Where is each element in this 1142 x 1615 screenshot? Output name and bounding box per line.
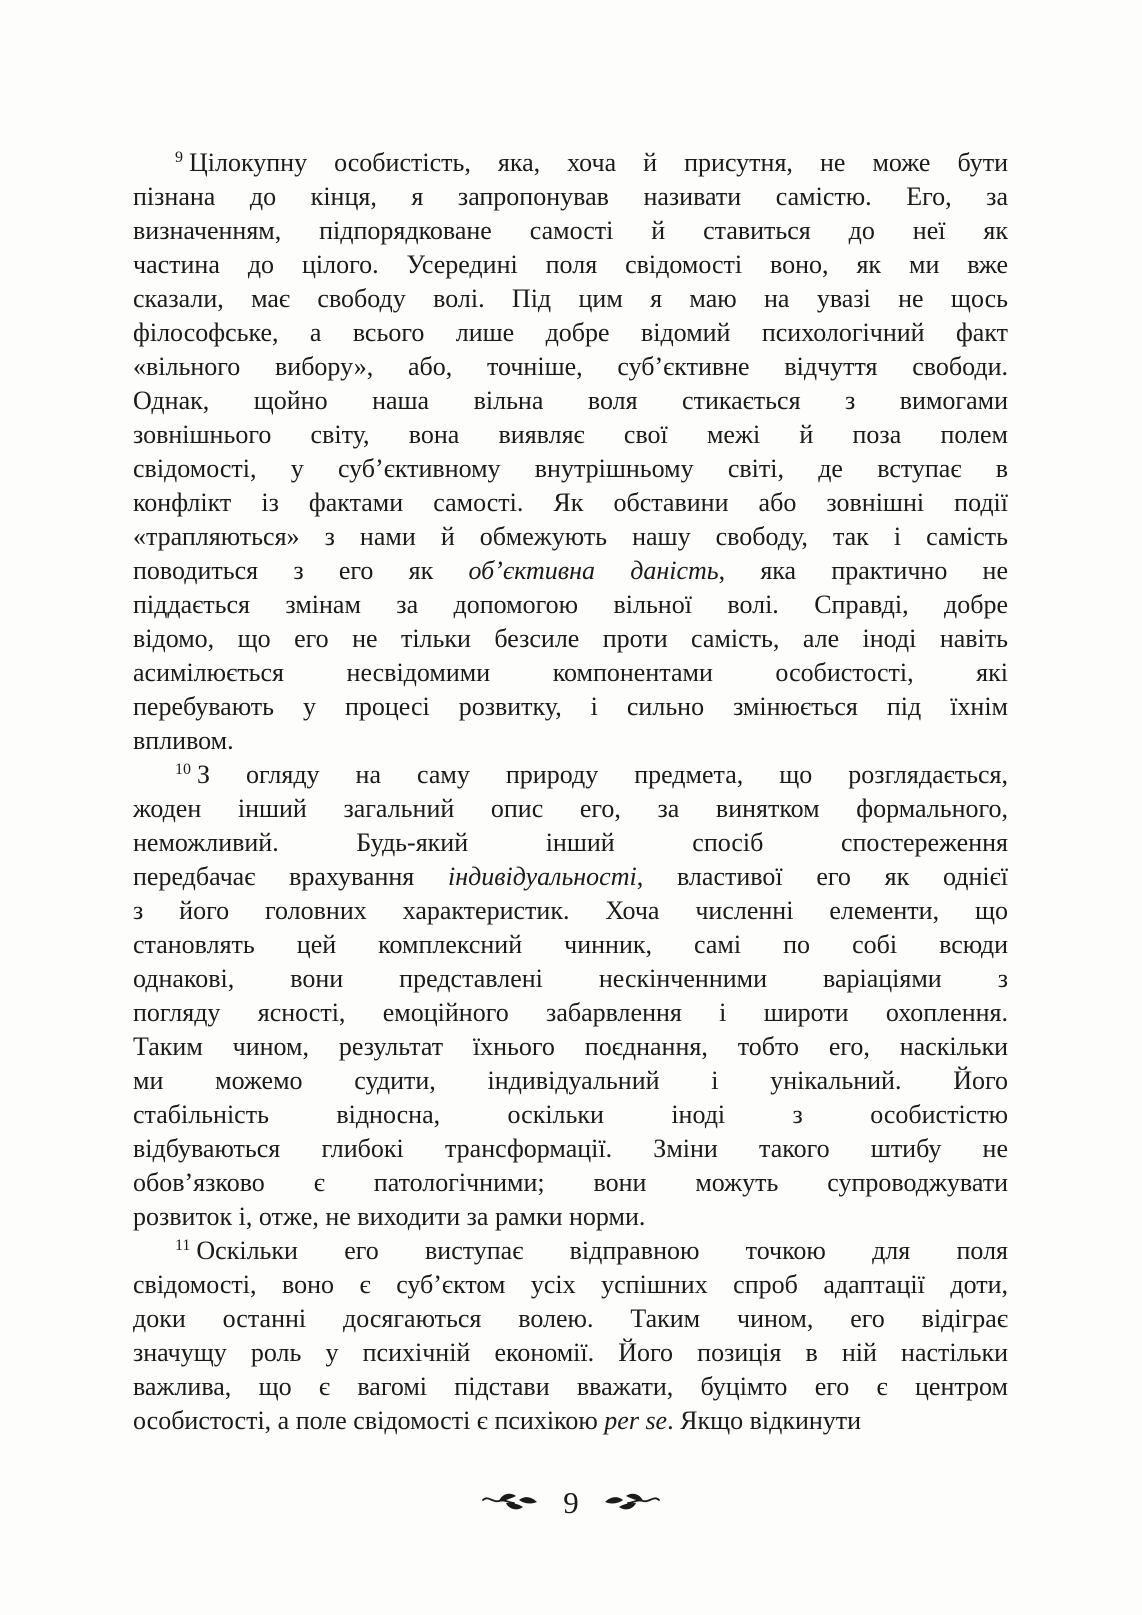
- text-line: [133, 350, 1008, 384]
- text-segment: З огляду на саму природу предмета, що розглядається,: [197, 760, 1008, 789]
- italic-text: індивідуальності: [447, 862, 637, 891]
- floral-sprig-left-icon: [481, 1490, 539, 1514]
- text-line: [133, 1234, 1008, 1268]
- text-line: [133, 894, 1008, 928]
- text-segment: ми можемо судити, індивідуальний і унікальний. Його: [133, 1066, 1008, 1095]
- italic-text: per se: [604, 1406, 668, 1435]
- text-segment: стабільність відносна, оскільки іноді з особистістю: [133, 1100, 1008, 1129]
- text-segment: філософське, а всього лише добре відомий психологічний факт: [133, 318, 1008, 347]
- text-line: [133, 520, 1008, 554]
- text-segment: Цілокупну особистість, яка, хоча й присутня, не може бути: [189, 148, 1008, 177]
- text-segment: визначенням, підпорядковане самості й ставиться до неї як: [133, 216, 1008, 245]
- text-segment: однакові, вони представлені нескінченними варіаціями з: [133, 964, 1008, 993]
- text-segment: важлива, що є вагомі підстави вважати, буцімто его є центром: [133, 1372, 1008, 1401]
- text-line: [133, 690, 1008, 724]
- page-footer: [0, 1478, 1142, 1526]
- text-line: [133, 1268, 1008, 1302]
- text-line: [133, 1064, 1008, 1098]
- text-line: [133, 418, 1008, 452]
- text-segment: особистості, а поле свідомості є психікою: [133, 1406, 605, 1435]
- text-line: [133, 1132, 1008, 1166]
- text-line: [133, 826, 1008, 860]
- text-segment: значущу роль у психічній економії. Його позиція в ній настільки: [133, 1338, 1008, 1367]
- text-segment: , яка практично не: [718, 556, 1009, 585]
- text-segment: обов’язково є патологічними; вони можуть супроводжувати: [133, 1168, 1008, 1197]
- text-segment: свідомості, у суб’єктивному внутрішньому світі, де вступає в: [133, 454, 1008, 483]
- text-segment: «трапляються» з нами й обмежують нашу свободу, так і самість: [133, 522, 1008, 551]
- text-line: [133, 860, 1008, 894]
- text-segment: впливом.: [133, 726, 234, 755]
- text-line: [133, 316, 1008, 350]
- text-segment: частина до цілого. Усередині поля свідомості воно, як ми вже: [133, 250, 1008, 279]
- text-segment: погляду ясності, емоційного забарвлення і широти охоплення.: [133, 998, 1008, 1027]
- text-line: [133, 1370, 1008, 1404]
- text-line: [133, 282, 1008, 316]
- text-line: [133, 180, 1008, 214]
- text-line: [133, 384, 1008, 418]
- text-segment: Однак, щойно наша вільна воля стикається з вимогами: [133, 386, 1008, 415]
- text-segment: відбуваються глибокі трансформації. Зміни такого штибу не: [133, 1134, 1008, 1163]
- text-line: [133, 724, 1008, 758]
- italic-text: об’єктивна даність: [468, 556, 719, 585]
- text-segment: з його головних характеристик. Хоча численні елементи, що: [133, 896, 1008, 925]
- text-line: [133, 554, 1008, 588]
- text-line: [133, 214, 1008, 248]
- text-segment: розвиток і, отже, не виходити за рамки норми.: [133, 1202, 646, 1231]
- text-line: [133, 588, 1008, 622]
- text-segment: неможливий. Будь-який інший спосіб спостереження: [133, 828, 1008, 857]
- text-segment: жоден інший загальний опис его, за винятком формального,: [133, 794, 1008, 823]
- text-line: [133, 622, 1008, 656]
- text-line: [133, 1336, 1008, 1370]
- text-segment: перебувають у процесі розвитку, і сильно змінюється під їхнім: [133, 692, 1008, 721]
- text-line: [133, 248, 1008, 282]
- text-line: [133, 792, 1008, 826]
- text-line: [133, 146, 1008, 180]
- text-line: [133, 1166, 1008, 1200]
- text-segment: конфлікт із фактами самості. Як обставини або зовнішні події: [133, 488, 1008, 517]
- text-line: [133, 486, 1008, 520]
- text-segment: , властивої его як однієї: [636, 862, 1008, 891]
- text-line: [133, 1404, 1008, 1438]
- text-line: [133, 1302, 1008, 1336]
- text-line: [133, 656, 1008, 690]
- text-block: [133, 146, 1008, 1438]
- paragraph-number: 11: [175, 1237, 191, 1254]
- text-segment: . Якщо відкинути: [667, 1406, 862, 1435]
- text-segment: асимілюється несвідомими компонентами особистості, які: [133, 658, 1008, 687]
- text-segment: відомо, що его не тільки безсиле проти самість, але іноді навіть: [133, 624, 1008, 653]
- paragraph-number: 10: [175, 761, 191, 778]
- text-line: [133, 452, 1008, 486]
- text-segment: поводиться з его як: [133, 556, 469, 585]
- page-number: 9: [563, 1484, 579, 1520]
- text-segment: Таким чином, результат їхнього поєднання, тобто его, наскільки: [133, 1032, 1008, 1061]
- text-segment: «вільного вибору», або, точніше, суб’єктивне відчуття свободи.: [133, 352, 1008, 381]
- text-segment: зовнішнього світу, вона виявляє свої межі й поза полем: [133, 420, 1008, 449]
- text-line: [133, 1098, 1008, 1132]
- paragraph-number: 9: [175, 149, 183, 166]
- text-line: [133, 1030, 1008, 1064]
- text-segment: піддається змінам за допомогою вільної волі. Справді, добре: [133, 590, 1008, 619]
- text-line: [133, 758, 1008, 792]
- text-line: [133, 962, 1008, 996]
- text-line: [133, 996, 1008, 1030]
- text-segment: свідомості, воно є суб’єктом усіх успішних спроб адаптації доти,: [133, 1270, 1008, 1299]
- text-line: [133, 928, 1008, 962]
- text-segment: Оскільки его виступає відправною точкою для поля: [196, 1236, 1008, 1265]
- text-segment: доки останні досягаються волею. Таким чином, его відіграє: [133, 1304, 1008, 1333]
- text-segment: становлять цей комплексний чинник, самі по собі всюди: [133, 930, 1008, 959]
- text-line: [133, 1200, 1008, 1234]
- text-segment: передбачає врахування: [133, 862, 448, 891]
- floral-sprig-right-icon: [603, 1490, 661, 1514]
- text-segment: пізнана до кінця, я запропонував називати самістю. Его, за: [133, 182, 1008, 211]
- text-segment: сказали, має свободу волі. Під цим я маю на увазі не щось: [133, 284, 1008, 313]
